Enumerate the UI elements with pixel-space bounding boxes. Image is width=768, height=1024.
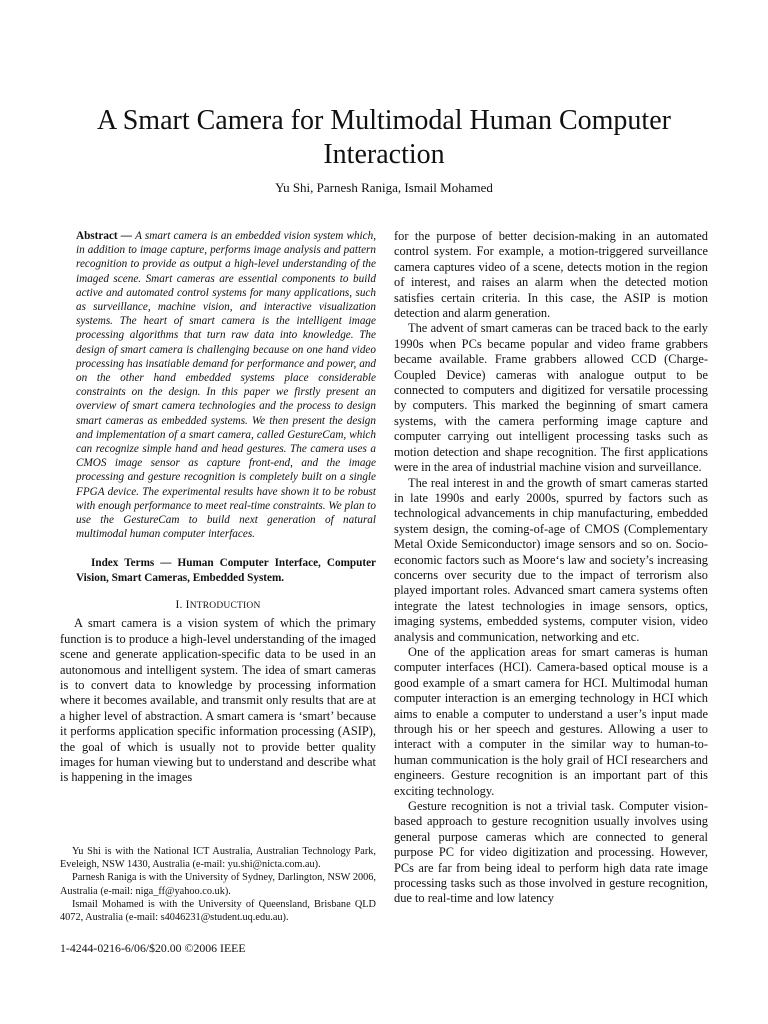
abstract-label: Abstract — (76, 230, 132, 242)
copyright-notice: 1-4244-0216-6/06/$20.00 ©2006 IEEE (60, 941, 246, 955)
footnote: Yu Shi is with the National ICT Australia, Australian Technology Park, Eveleigh, NSW 1430, Australia (e-mail: yu.shi@nicta.com.au). (60, 846, 376, 871)
right-column (394, 229, 708, 907)
left-column (60, 229, 376, 786)
index-terms: Index Terms — Human Computer Interface, Computer Vision, Smart Cameras, Embedded System. (76, 557, 376, 584)
section-first-letter: I (185, 598, 190, 611)
body-paragraph: Gesture recognition is not a trivial task. Computer vision-based approach to gesture recognition usually involves using general purpose cameras which are connected to general purpose PC for video digitization and processing. However, PCs are far from being ideal to perform high data rate image processing tasks such as those involved in gesture recognition, due to real-time and low latency (394, 799, 708, 906)
section-rest: NTRODUCTION (189, 600, 261, 611)
paper-title: A Smart Camera for Multimodal Human Computer Interaction (97, 105, 671, 170)
paper-authors: Yu Shi, Parnesh Raniga, Ismail Mohamed (275, 180, 493, 195)
abstract (76, 229, 376, 541)
body-paragraph: The real interest in and the growth of smart cameras started in late 1990s and early 2000s, spurred by factors such as technological advancements in chip manufacturing, embedded system design, the coming-of-age of CMOS (Complementary Metal Oxide Semiconductor) image sensors and so on. Socio-economic factors such as Moore‘s law and society’s increasing concerns over security due to the impact of terrorism also played important roles. Advanced smart camera systems often integrate the latest technologies in image sensors, optics, imaging systems, embedded systems, computer vision, video analysis and communication, networking and etc. (394, 475, 708, 644)
footnote: Parnesh Raniga is with the University of Sydney, Darlington, NSW 2006, Australia (e-mail: niga_ff@yahoo.co.uk). (60, 872, 376, 897)
section-heading-introduction (60, 598, 376, 614)
body-paragraph: One of the application areas for smart cameras is human computer interfaces (HCI). Camera-based optical mouse is a good example of a smart camera for HCI. Multimodal human computer interaction is an emerging technology in HCI which aims to enable a computer to understand a user’s input made through his or her speech and gestures. Allowing a user to interact with a computer in the similar way to human-to-human communication is the holy grail of HCI researchers and engineers. Gesture recognition is an important part of this exciting technology. (394, 644, 708, 798)
body-paragraph: A smart camera is a vision system of which the primary function is to produce a high-level understanding of the imaged scene and generate application-specific data to be used in an autonomous and intelligent system. The idea of smart cameras is to convert data to knowledge by processing information where it becomes available, and transmit only results that are at a higher level of abstraction. A smart camera is ‘smart’ because it performs application specific information processing (ASIP), the goal of which is usually not to provide better quality images for human viewing but to understand and describe what is happening in the images (60, 616, 376, 785)
footnote: Ismail Mohamed is with the University of Queensland, Brisbane QLD 4072, Australia (e-mail: s4046231@student.uq.edu.au). (60, 898, 376, 924)
body-paragraph: for the purpose of better decision-making in an automated control system. For example, a motion-triggered surveillance camera captures video of a scene, detects motion in the region of interest, and raises an alarm when the detected motion satisfies certain criteria. In this case, the ASIP is motion detection and alarm generation. (394, 229, 708, 321)
body-paragraph: The advent of smart cameras can be traced back to the early 1990s when PCs became popular and video frame grabbers became available. Frame grabbers allowed CCD (Charge-Coupled Device) cameras with analogue output to be connected to computers and digitized for versatile processing by computers. This marked the beginning of smart camera systems, with the camera performing image capture and computer carrying out intelligent processing tasks such as motion detection and shape recognition. The first applications were in the area of industrial machine vision and surveillance. (394, 321, 708, 475)
abstract-text: A smart camera is an embedded vision system which, in addition to image capture, performs image analysis and pattern recognition to provide as output a high-level understanding of the imaged scene. Smart cameras are essential components to build active and automated control systems for many applications, such as surveillance, machine vision, and interactive visualization systems. The heart of smart camera is the intelligent image processing algorithms that turn raw data into knowledge. The design of smart camera is challenging because on one hand video processing has insatiable demand for performance and power, and on the other hand embedded systems place considerable constraints on the design. In this paper we firstly present an overview of smart camera technologies and the process to design smart cameras as embedded systems. We then present the design and implementation of a smart camera, called GestureCam, which can recognize simple hand and head gestures. The camera uses a CMOS image sensor as capture front-end, and the image processing and gesture recognition is completely built on a single FPGA device. The experimental results have shown it to be robust with enough performance to meet real-time constraints. We plan to use the GestureCam to build next generation of natural multimodal human computer interfaces. (76, 230, 377, 541)
section-number: I. (175, 598, 183, 611)
footnotes (60, 845, 376, 924)
